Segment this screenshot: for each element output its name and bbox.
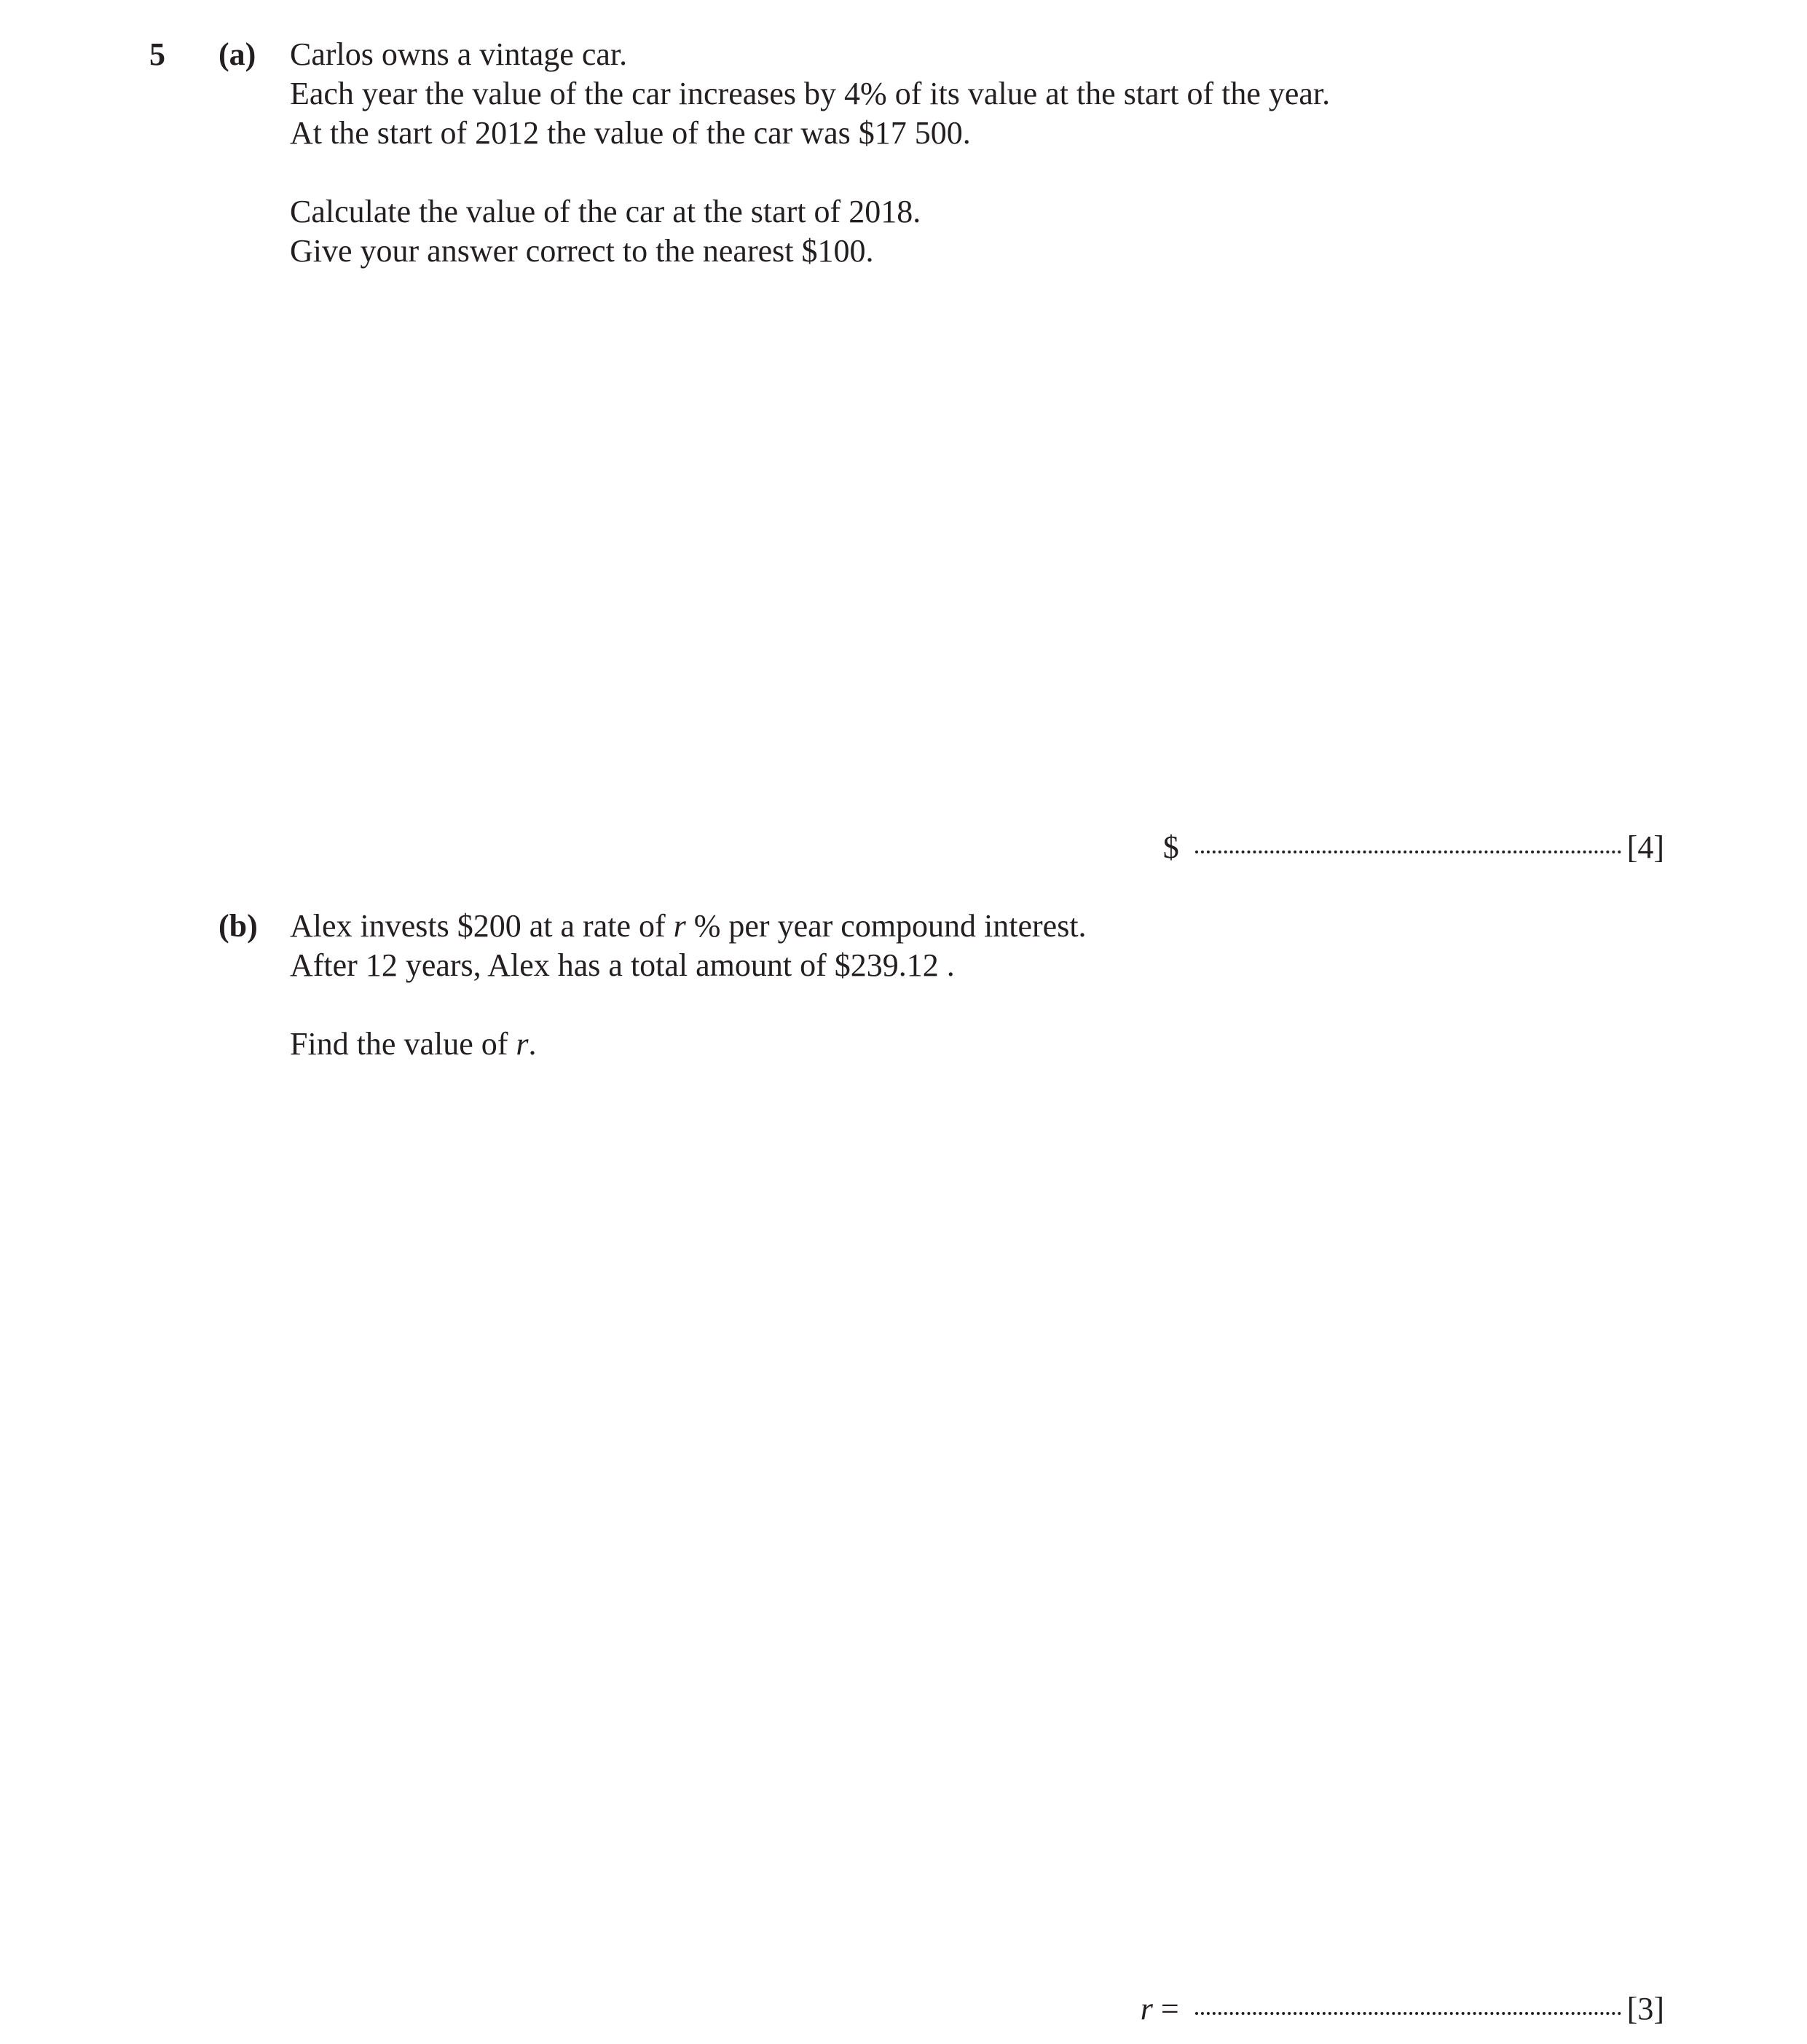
part-a-line-2: Each year the value of the car increases by 4% of its value at the start of the year. — [290, 76, 1331, 111]
part-a-answer-prefix: $ — [1162, 829, 1179, 865]
part-b-instruction-start: Find the value of — [290, 1026, 516, 1062]
part-b-instruction — [290, 1025, 537, 1064]
part-b-line-1-variable: r — [673, 908, 686, 944]
part-b-answer-row — [1141, 1989, 1664, 2029]
part-b-marks: [3] — [1626, 1991, 1664, 2027]
part-b-line-2: After 12 years, Alex has a total amount of $239.12 . — [290, 947, 955, 983]
part-b-answer-variable: r — [1140, 1991, 1153, 2027]
part-b-answer-equals: = — [1152, 1991, 1179, 2027]
part-b-answer-prefix — [1141, 1989, 1179, 2029]
part-b-instruction-variable: r — [516, 1026, 529, 1062]
part-b-line-1-start: Alex invests $200 at a rate of — [290, 908, 674, 944]
part-a-line-1: Carlos owns a vintage car. — [290, 36, 628, 72]
part-a-line-3: At the start of 2012 the value of the car was $17 500. — [290, 115, 971, 151]
part-a-answer-line[interactable] — [1195, 851, 1621, 853]
part-a-instruction-1: Calculate the value of the car at the start of 2018. — [290, 194, 921, 229]
part-a-marks: [4] — [1626, 829, 1664, 865]
part-b-line-1 — [290, 907, 1087, 946]
part-b-instruction-end: . — [528, 1026, 537, 1062]
part-b-label: (b) — [219, 908, 258, 944]
part-a-instruction-2: Give your answer correct to the nearest $100. — [290, 233, 874, 269]
part-b-line-1-end: % per year compound interest. — [685, 908, 1087, 944]
part-b-answer-line[interactable] — [1195, 2012, 1621, 2015]
part-a-answer-row — [1163, 828, 1664, 867]
question-number: 5 — [149, 36, 165, 72]
part-a-label: (a) — [219, 36, 256, 72]
